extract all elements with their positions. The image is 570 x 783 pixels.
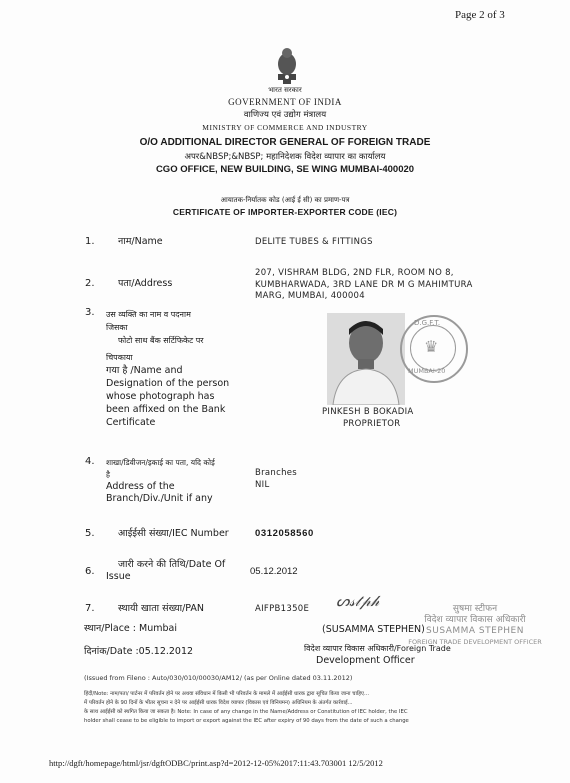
handwritten-signature: ᔕ𝓈𝓉𝓅𝒽: [336, 592, 380, 610]
label-line: जारी करने की तिथि/Date Of: [118, 559, 226, 570]
stamp-line: सुषमा स्टीफन: [452, 604, 498, 614]
fine-print-line: हिंदी/Note: नाम/पता/ पार्टनर में परिवर्तन होने पर अथवा संविधान में किसी भी परिवर्तन के मामले में आईईसी धारक द्वारा सूचित किया जाना चाहिए...: [84, 691, 370, 697]
name-value: DELITE TUBES & FITTINGS: [255, 237, 373, 247]
office-hindi: अपर&NBSP;&NBSP; महानिदेशक विदेश व्यापार का कार्यालय: [184, 152, 386, 162]
office-address: CGO OFFICE, NEW BUILDING, SE WING MUMBAI-400020: [155, 164, 415, 175]
print-url-footer: http://dgft/homepage/html/jsr/dgftODBC/print.asp?d=2012-12-05%2017:11:43.703001 12/5/2012: [49, 758, 383, 768]
label-line: been affixed on the Bank: [106, 404, 226, 415]
label-line: फोटो साथ बैंक सर्टिफिकेट पर: [118, 336, 204, 345]
address-line: KUMBHARWADA, 3RD LANE DR M G MAHIMTURA: [255, 279, 473, 290]
place: स्थान/Place : Mumbai: [84, 623, 177, 634]
office-english: O/O ADDITIONAL DIRECTOR GENERAL OF FOREIGN TRADE: [139, 137, 431, 148]
label-line: है: [106, 470, 110, 479]
label-line: Issue: [106, 571, 131, 582]
label-line: चिपकाया: [106, 353, 133, 362]
label-line: Certificate: [106, 417, 156, 428]
label-line: Address of the: [106, 481, 175, 492]
stamp-line: FOREIGN TRADE DEVELOPMENT OFFICER: [408, 638, 542, 646]
stamp-text-top: D.G.F.T.: [414, 319, 441, 327]
page-indicator: Page 2 of 3: [455, 9, 505, 21]
photo-person-designation: PROPRIETOR: [343, 419, 401, 429]
field-number: 7.: [85, 603, 95, 614]
label-line: Branch/Div./Unit if any: [106, 493, 213, 504]
certificate-title-hindi: आयातक-निर्यातक कोड (आई ई सी) का प्रमाण-पत्र: [220, 196, 350, 204]
name-label: नाम/Name: [118, 236, 163, 247]
pan-label: स्थायी खाता संख्या/PAN: [118, 603, 205, 614]
label-line: whose photograph has: [106, 391, 215, 402]
stamp-line: SUSAMMA STEPHEN: [426, 626, 524, 636]
label-line: शाखा/डिवीजन/इकाई का पता, यदि कोई: [106, 458, 215, 467]
branches-value: NIL: [255, 480, 270, 490]
dgft-round-stamp: [400, 315, 468, 383]
iec-number-label: आईईसी संख्या/IEC Number: [118, 528, 229, 539]
stamp-emblem-icon: ♛: [424, 337, 439, 356]
national-emblem-icon: [274, 44, 300, 86]
photo-person-label: [106, 308, 229, 429]
govt-of-india: GOVERNMENT OF INDIA: [228, 97, 342, 107]
field-number: 2.: [85, 278, 95, 289]
field-number: 4.: [85, 456, 95, 467]
stamp-text-bottom: MUMBAI-20: [408, 367, 446, 375]
emblem-caption: भारत सरकार: [268, 86, 302, 94]
fine-print: [84, 690, 488, 726]
field-number: 3.: [85, 307, 95, 318]
label-line: गया है /Name and: [106, 365, 183, 376]
iec-number-value: 0312058560: [255, 528, 314, 539]
signatory-designation-hindi: विदेश व्यापार विकास अधिकारी/Foreign Trade: [304, 644, 451, 653]
issued-note: (Issued from Fileno : Auto/030/010/00030/AM12/ (as per Online dated 03.11.2012): [84, 674, 353, 682]
issue-date-value: 05.12.2012: [250, 566, 298, 577]
label-line: उस व्यक्ति का नाम व पदनाम: [106, 310, 191, 319]
stamp-line: विदेश व्यापार विकास अधिकारी: [424, 615, 526, 625]
signatory-name: (SUSAMMA STEPHEN): [322, 624, 425, 635]
branches-title: Branches: [255, 468, 298, 478]
label-line: जिसका: [106, 323, 128, 332]
address-line: 207, VISHRAM BLDG, 2ND FLR, ROOM NO 8,: [255, 268, 454, 278]
fine-print-line: holder shall cease to be eligible to import or export against the IEC after expiry of 90 days from the date of such a change: [84, 718, 409, 724]
fine-print-line: के साथ आईईसी को स्थगित किया जा सकता है। Note: In case of any change in the Name/Address or Constitution of IEC holder, the IEC: [84, 709, 408, 715]
address-label: पता/Address: [118, 278, 173, 289]
field-number: 5.: [85, 528, 95, 539]
pan-value: AIFPB1350E: [255, 604, 310, 614]
photo-person-name: PINKESH B BOKADIA: [322, 407, 414, 417]
address-line: MARG, MUMBAI, 400004: [255, 291, 365, 301]
label-line: Designation of the person: [106, 378, 230, 389]
signatory-designation: Development Officer: [316, 655, 415, 666]
address-value: [255, 268, 473, 303]
ministry-hindi: वाणिज्य एवं उद्योग मंत्रालय: [243, 110, 327, 120]
proprietor-photo: [327, 313, 405, 405]
field-number: 1.: [85, 236, 95, 247]
branch-label: [106, 457, 215, 505]
ministry-english: MINISTRY OF COMMERCE AND INDUSTRY: [202, 123, 368, 132]
fine-print-line: में परिवर्तन होने के 90 दिनों के भीतर सूचना न देने पर आईईसी धारक विदेश व्यापार (विकास एवं विनियमन) अधिनियम के अंतर्गत कार्रवाई...: [84, 700, 353, 706]
date: दिनांक/Date :05.12.2012: [84, 646, 194, 657]
field-number: 6.: [85, 566, 95, 577]
issue-date-label: [106, 559, 225, 583]
certificate-title: CERTIFICATE OF IMPORTER-EXPORTER CODE (IEC): [172, 207, 398, 217]
